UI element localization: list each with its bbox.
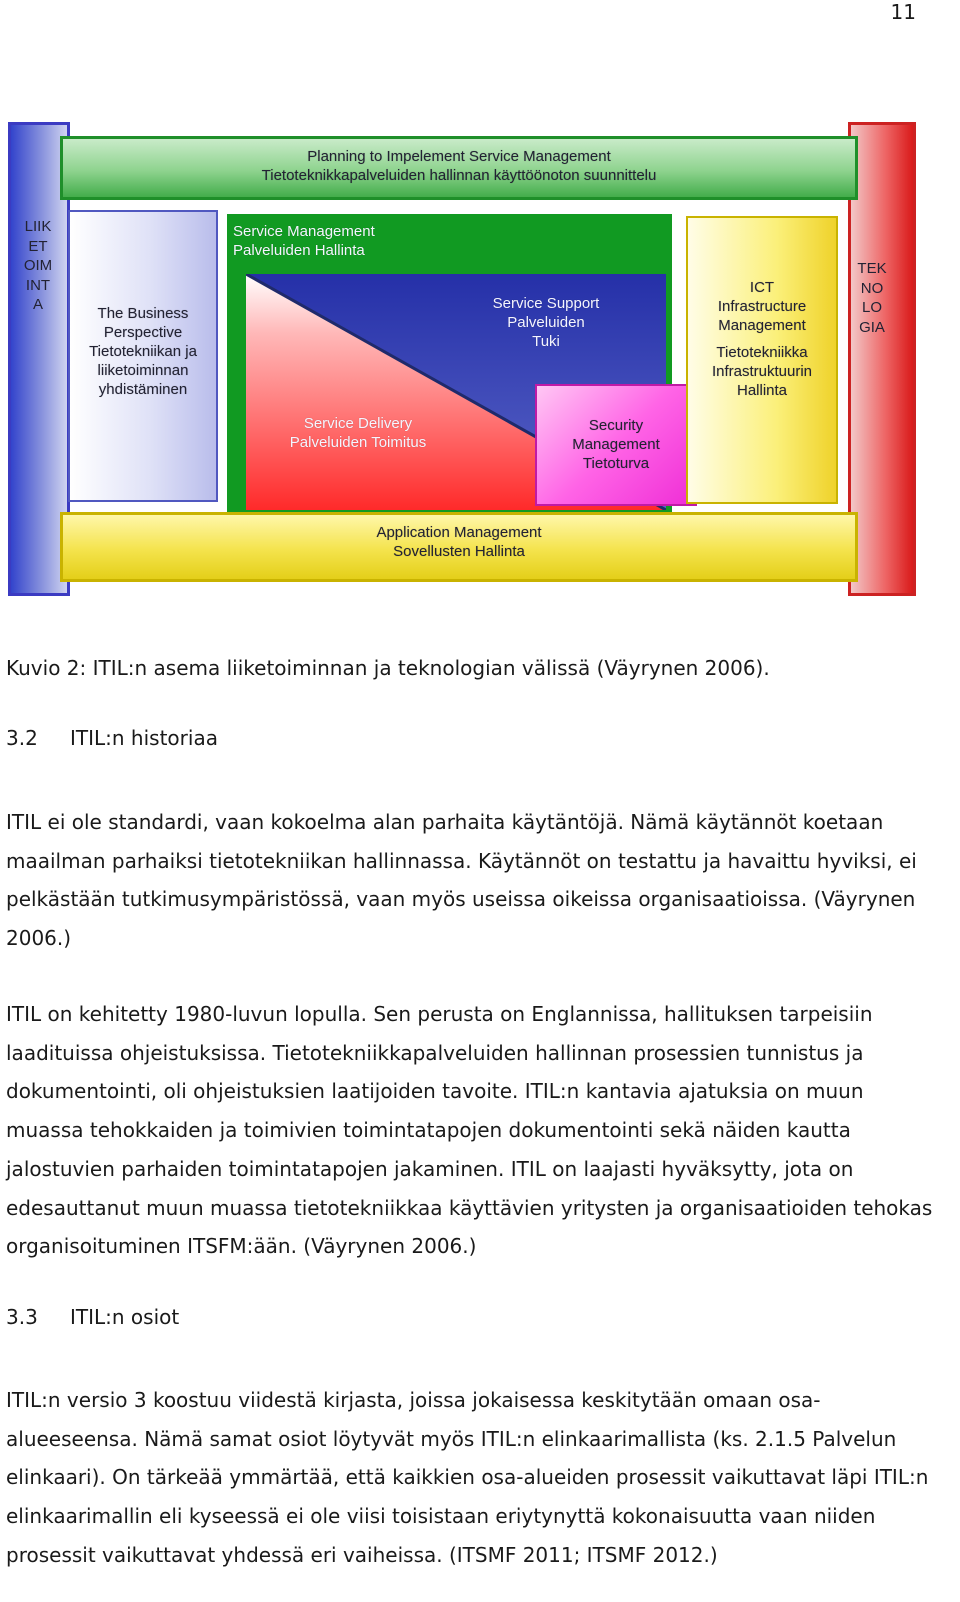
service-management-subtitle: Palveluiden Hallinta xyxy=(233,242,365,259)
figure-caption: Kuvio 2: ITIL:n asema liiketoiminnan ja teknologian välissä (Väyrynen 2006). xyxy=(6,656,770,680)
ict-line-6: Hallinta xyxy=(736,382,788,399)
planning-band xyxy=(60,136,858,200)
section-title: ITIL:n historiaa xyxy=(70,726,218,750)
business-line-5: yhdistäminen xyxy=(98,381,188,398)
section-number: 3.3 xyxy=(6,1305,38,1329)
service-support-label xyxy=(466,294,626,351)
teknologia-label: TEKNOLOGIA xyxy=(857,260,887,336)
page-number: 11 xyxy=(890,0,916,24)
section-heading-3-2 xyxy=(6,726,218,750)
ict-infrastructure-box xyxy=(686,216,838,504)
section-title: ITIL:n osiot xyxy=(70,1305,180,1329)
service-delivery-label xyxy=(258,414,458,452)
service-support-line-3: Tuki xyxy=(532,333,560,350)
security-line-1: Security xyxy=(588,417,644,434)
business-perspective-box xyxy=(68,210,218,502)
security-line-3: Tietoturva xyxy=(582,455,650,472)
ict-line-1: ICT xyxy=(749,279,775,296)
itil-figure xyxy=(8,122,916,596)
section-heading-3-3 xyxy=(6,1305,179,1329)
paragraph-3: ITIL:n versio 3 koostuu viidestä kirjasta, joissa jokaisessa keskitytään omaan osa-alueeseensa. Nämä samat osiot löytyvät myös ITIL:n elinkaarimallista (ks. 2.1.5 Palvelun elinkaari). On tärkeää ymmärtää, että kaikkien osa-alueiden prosessit vaikuttavat läpi ITIL:n elinkaarimallin eli kyseessä ei ole viisi toisistaan eriytynyttä kokonaisuutta vaan niiden prosessit vaikuttavat yhdessä eri vaiheissa. (ITSMF 2011; ITSMF 2012.) xyxy=(6,1388,929,1567)
business-line-3: Tietotekniikan ja xyxy=(89,343,197,360)
business-line-1: The Business xyxy=(97,305,189,322)
service-support-line-1: Service Support xyxy=(492,295,600,312)
planning-subtitle: Tietoteknikkapalveluiden hallinnan käyttöönoton suunnittelu xyxy=(261,167,657,184)
liiketoiminta-label: LIIKETOIMINTA xyxy=(23,218,53,314)
security-management-box xyxy=(535,384,697,506)
planning-title: Planning to Impelement Service Management xyxy=(307,148,611,165)
paragraph-1: ITIL ei ole standardi, vaan kokoelma alan parhaita käytäntöjä. Nämä käytännöt koetaan maailman parhaiksi tietotekniikan hallinnassa. Käytännöt on testattu ja havaittu hyviksi, ei pelkästään tutkimusympäristössä, vaan myös useissa oikeissa organisaatioissa. (Väyrynen 2006.) xyxy=(6,810,917,951)
service-delivery-line-2: Palveluiden Toimitus xyxy=(289,434,427,451)
security-line-2: Management xyxy=(572,436,660,453)
ict-line-3: Management xyxy=(718,317,806,334)
paragraph-2: ITIL on kehitetty 1980-luvun lopulla. Sen perusta on Englannissa, hallituksen tarpeisiin laadituissa ohjeistuksissa. Tietotekniikkapalveluiden hallinnan prosessien tunnistus ja dokumentointi, oli ohjeistuksien laatijoiden tavoite. ITIL:n kantavia ajatuksia on muun muassa tehokkaiden ja toimivien toimintatapojen dokumentointi sekä näiden kautta jalostuvien parhaiden toimintatapojen jakaminen. ITIL on laajasti hyväksytty, jota on edesauttanut muun muassa tietotekniikkaa käyttävien yritysten ja organisaatioiden tehokas organisoituminen ITSFM:ään. (Väyrynen 2006.) xyxy=(6,1002,933,1259)
application-title: Application Management xyxy=(376,524,542,541)
ict-line-2: Infrastructure xyxy=(717,298,807,315)
application-management-band xyxy=(60,512,858,582)
service-support-line-2: Palveluiden xyxy=(507,314,585,331)
teknologia-bar xyxy=(848,122,916,596)
section-number: 3.2 xyxy=(6,726,38,750)
business-line-2: Perspective xyxy=(103,324,183,341)
application-subtitle: Sovellusten Hallinta xyxy=(393,543,525,560)
service-management-title: Service Management xyxy=(233,223,375,240)
ict-line-5: Infrastruktuurin xyxy=(711,363,813,380)
service-delivery-line-1: Service Delivery xyxy=(303,415,413,432)
business-line-4: liiketoiminnan xyxy=(97,362,189,379)
ict-line-4: Tietotekniikka xyxy=(716,344,808,361)
